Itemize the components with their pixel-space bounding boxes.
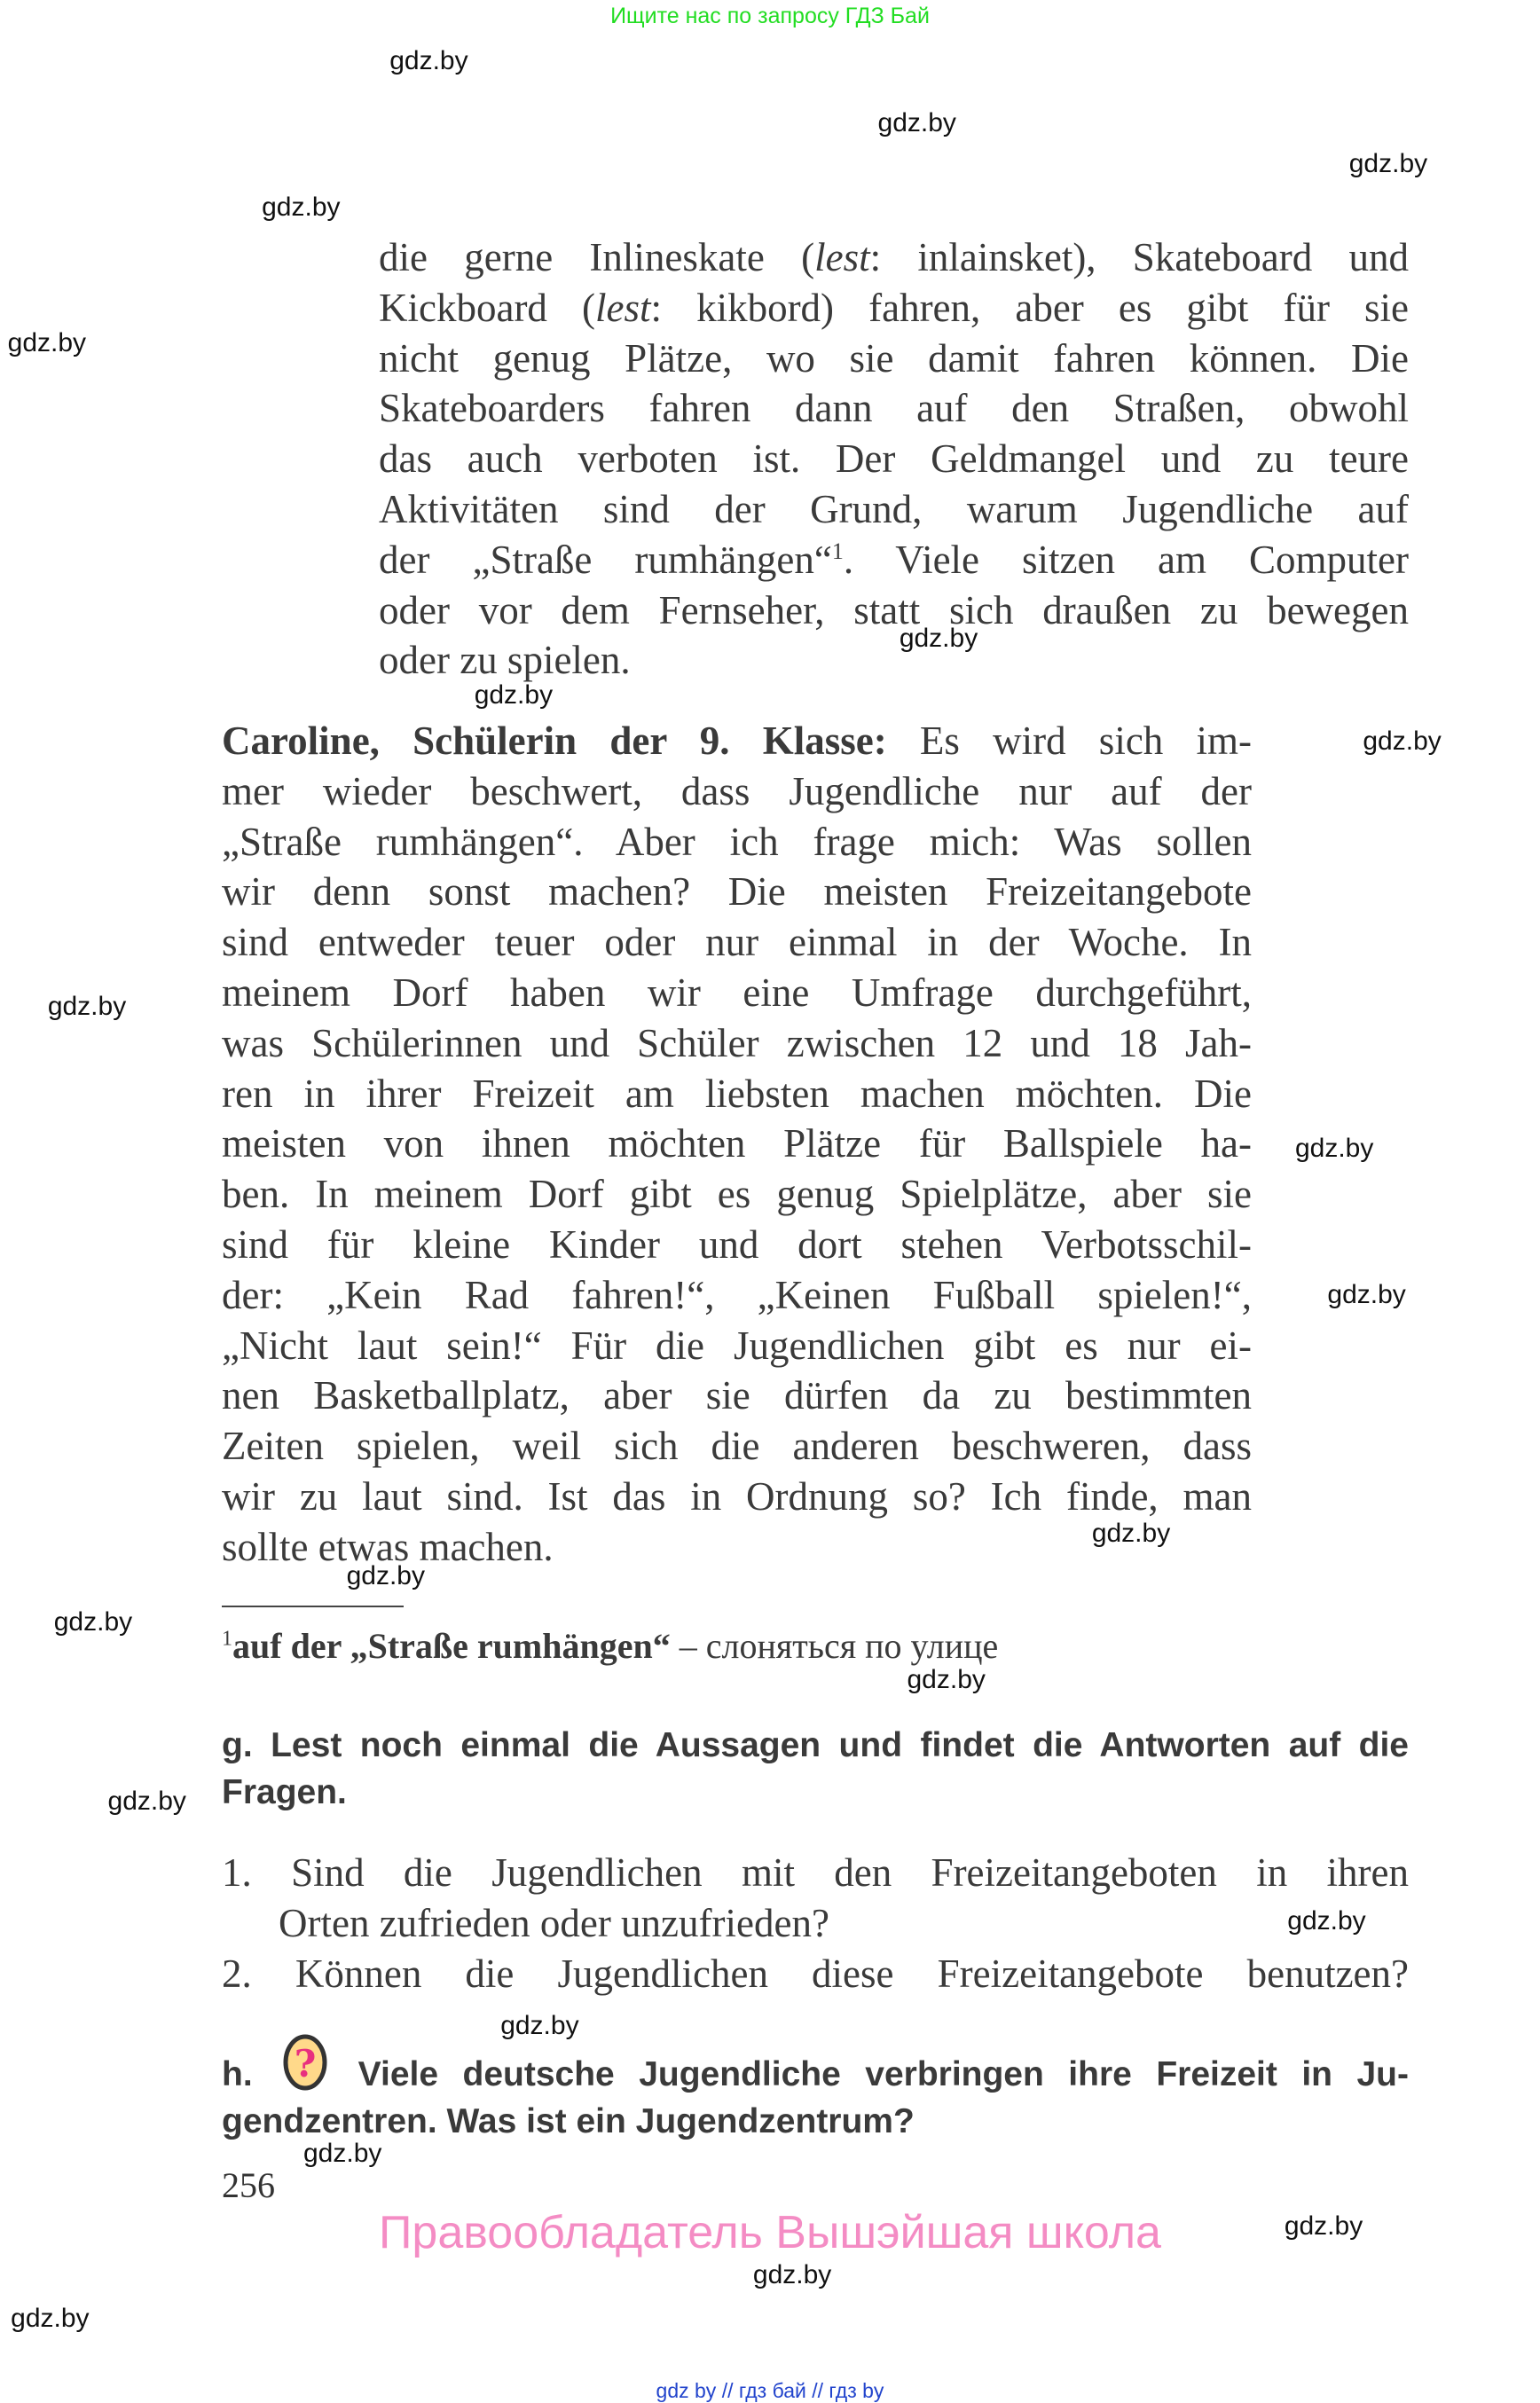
watermark: gdz.by — [346, 1561, 425, 1591]
text-line: nen Basketballplatz, aber sie dürfen da zu bestimmten — [222, 1373, 1252, 1418]
question-1: 1. Sind die Jugendlichen mit den Freizeitangeboten in ihren — [222, 1850, 1409, 1895]
text-line: oder vor dem Fernseher, statt sich draußen zu bewegen — [379, 587, 1409, 632]
watermark: gdz.by — [47, 991, 127, 1021]
watermark: gdz.by — [11, 2304, 90, 2334]
watermark: gdz.by — [1091, 1518, 1171, 1548]
svg-text:?: ? — [294, 2042, 317, 2085]
text-line: sind für kleine Kinder und dort stehen Verbotsschil- — [222, 1221, 1252, 1267]
text-line: wir denn sonst machen? Die meisten Freizeitangebote — [222, 869, 1252, 915]
watermark: gdz.by — [1294, 1133, 1374, 1163]
text-line: meisten von ihnen möchten Plätze für Ballspiele ha- — [222, 1121, 1252, 1166]
footer-links[interactable]: gdz by // гдз бай // гдз by — [656, 2379, 884, 2402]
watermark: gdz.by — [1284, 2211, 1363, 2241]
question-2: 2. Können die Jugendlichen diese Freizeitangebote benutzen? — [222, 1951, 1409, 1996]
text-line: nicht genug Plätze, wo sie damit fahren können. Die — [379, 335, 1409, 381]
watermark: gdz.by — [500, 2011, 579, 2041]
watermark: gdz.by — [877, 107, 956, 137]
footnote-ref: 1 — [831, 538, 844, 564]
text-line: Caroline, Schülerin der 9. Klasse: Es wird sich im- — [222, 719, 1252, 763]
text-line: Aktivitäten sind der Grund, warum Jugendliche auf — [379, 486, 1409, 531]
text-line: der: „Kein Rad fahren!“, „Keinen Fußball spielen!“, — [222, 1272, 1252, 1317]
page-number: 256 — [222, 2165, 275, 2205]
text-line: was Schülerinnen und Schüler zwischen 12 und 18 Jah- — [222, 1020, 1252, 1065]
footnote-divider — [222, 1606, 404, 1607]
watermark: gdz.by — [1363, 726, 1442, 757]
footnote: $^1$auf der „Straße rumhängen“ – слоняться по улице — [222, 1626, 999, 1666]
question-list — [222, 1848, 1409, 1999]
text-line: Kickboard (lest: kikbord) fahren, aber es gibt für sie — [379, 285, 1410, 330]
task-g: g. Lest noch einmal die Aussagen und findet die Antworten auf die Fragen. — [222, 1726, 1409, 1811]
text-line: mer wieder beschwert, dass Jugendliche nur auf der — [222, 768, 1252, 813]
question-1-cont: Orten zufrieden oder unzufrieden? — [279, 1900, 829, 1945]
text-line: sollte etwas machen. — [222, 1524, 554, 1569]
text-line: „Nicht laut sein!“ Für die Jugendlichen gibt es nur ei- — [222, 1323, 1252, 1368]
text-line: die gerne Inlineskate (lest: inlainsket), Skateboard und — [379, 235, 1409, 279]
watermark: gdz.by — [907, 1664, 986, 1694]
text-line: der „Straße rumhängen“$^1$. Viele sitzen am Computer — [379, 537, 1409, 582]
top-banner[interactable]: Ищите нас по запросу ГДЗ Бай — [610, 4, 930, 28]
watermark: gdz.by — [389, 46, 468, 76]
watermark: gdz.by — [474, 680, 554, 711]
text-line: meinem Dorf haben wir eine Umfrage durchgeführt, — [222, 970, 1252, 1015]
watermark: gdz.by — [1287, 1906, 1366, 1936]
watermark: gdz.by — [302, 2139, 382, 2169]
watermark: gdz.by — [262, 192, 341, 222]
text-line: das auch verboten ist. Der Geldmangel und zu teure — [379, 436, 1409, 482]
watermark: gdz.by — [1327, 1279, 1406, 1309]
text-line: oder zu spielen. — [379, 638, 631, 683]
watermark: gdz.by — [107, 1786, 186, 1816]
paragraph-caroline — [222, 716, 1252, 1573]
text-line: „Straße rumhängen“. Aber ich frage mich: Was sollen — [222, 819, 1252, 864]
text-line: sind entweder teuer oder nur einmal in der Woche. In — [222, 920, 1252, 965]
paragraph-continued — [379, 232, 1409, 686]
watermark: gdz.by — [1348, 149, 1428, 179]
watermark: gdz.by — [899, 624, 978, 654]
text-line: ren in ihrer Freizeit am liebsten machen möchten. Die — [222, 1071, 1252, 1116]
speaker-name: Caroline, Schülerin der 9. Klasse: — [222, 719, 887, 763]
task-h: h. ? Viele deutsche Jugendliche verbringen ihre Freizeit in Ju- gendzentren. Was ist ein Jugendzentrum? — [222, 2051, 1409, 2145]
text-line: wir zu laut sind. Ist das in Ordnung so? Ich finde, man — [222, 1473, 1252, 1519]
text-line: Skateboarders fahren dann auf den Straßen, obwohl — [379, 386, 1409, 431]
watermark: gdz.by — [7, 327, 87, 357]
text-line: ben. In meinem Dorf gibt es genug Spielplätze, aber sie — [222, 1172, 1252, 1217]
text-line: Zeiten spielen, weil sich die anderen beschweren, dass — [222, 1424, 1252, 1469]
watermark: gdz.by — [752, 2260, 832, 2290]
copyright-notice: Правообладатель Вышэйшая школа — [379, 2207, 1161, 2258]
watermark: gdz.by — [53, 1607, 133, 1637]
question-icon — [277, 2034, 334, 2091]
